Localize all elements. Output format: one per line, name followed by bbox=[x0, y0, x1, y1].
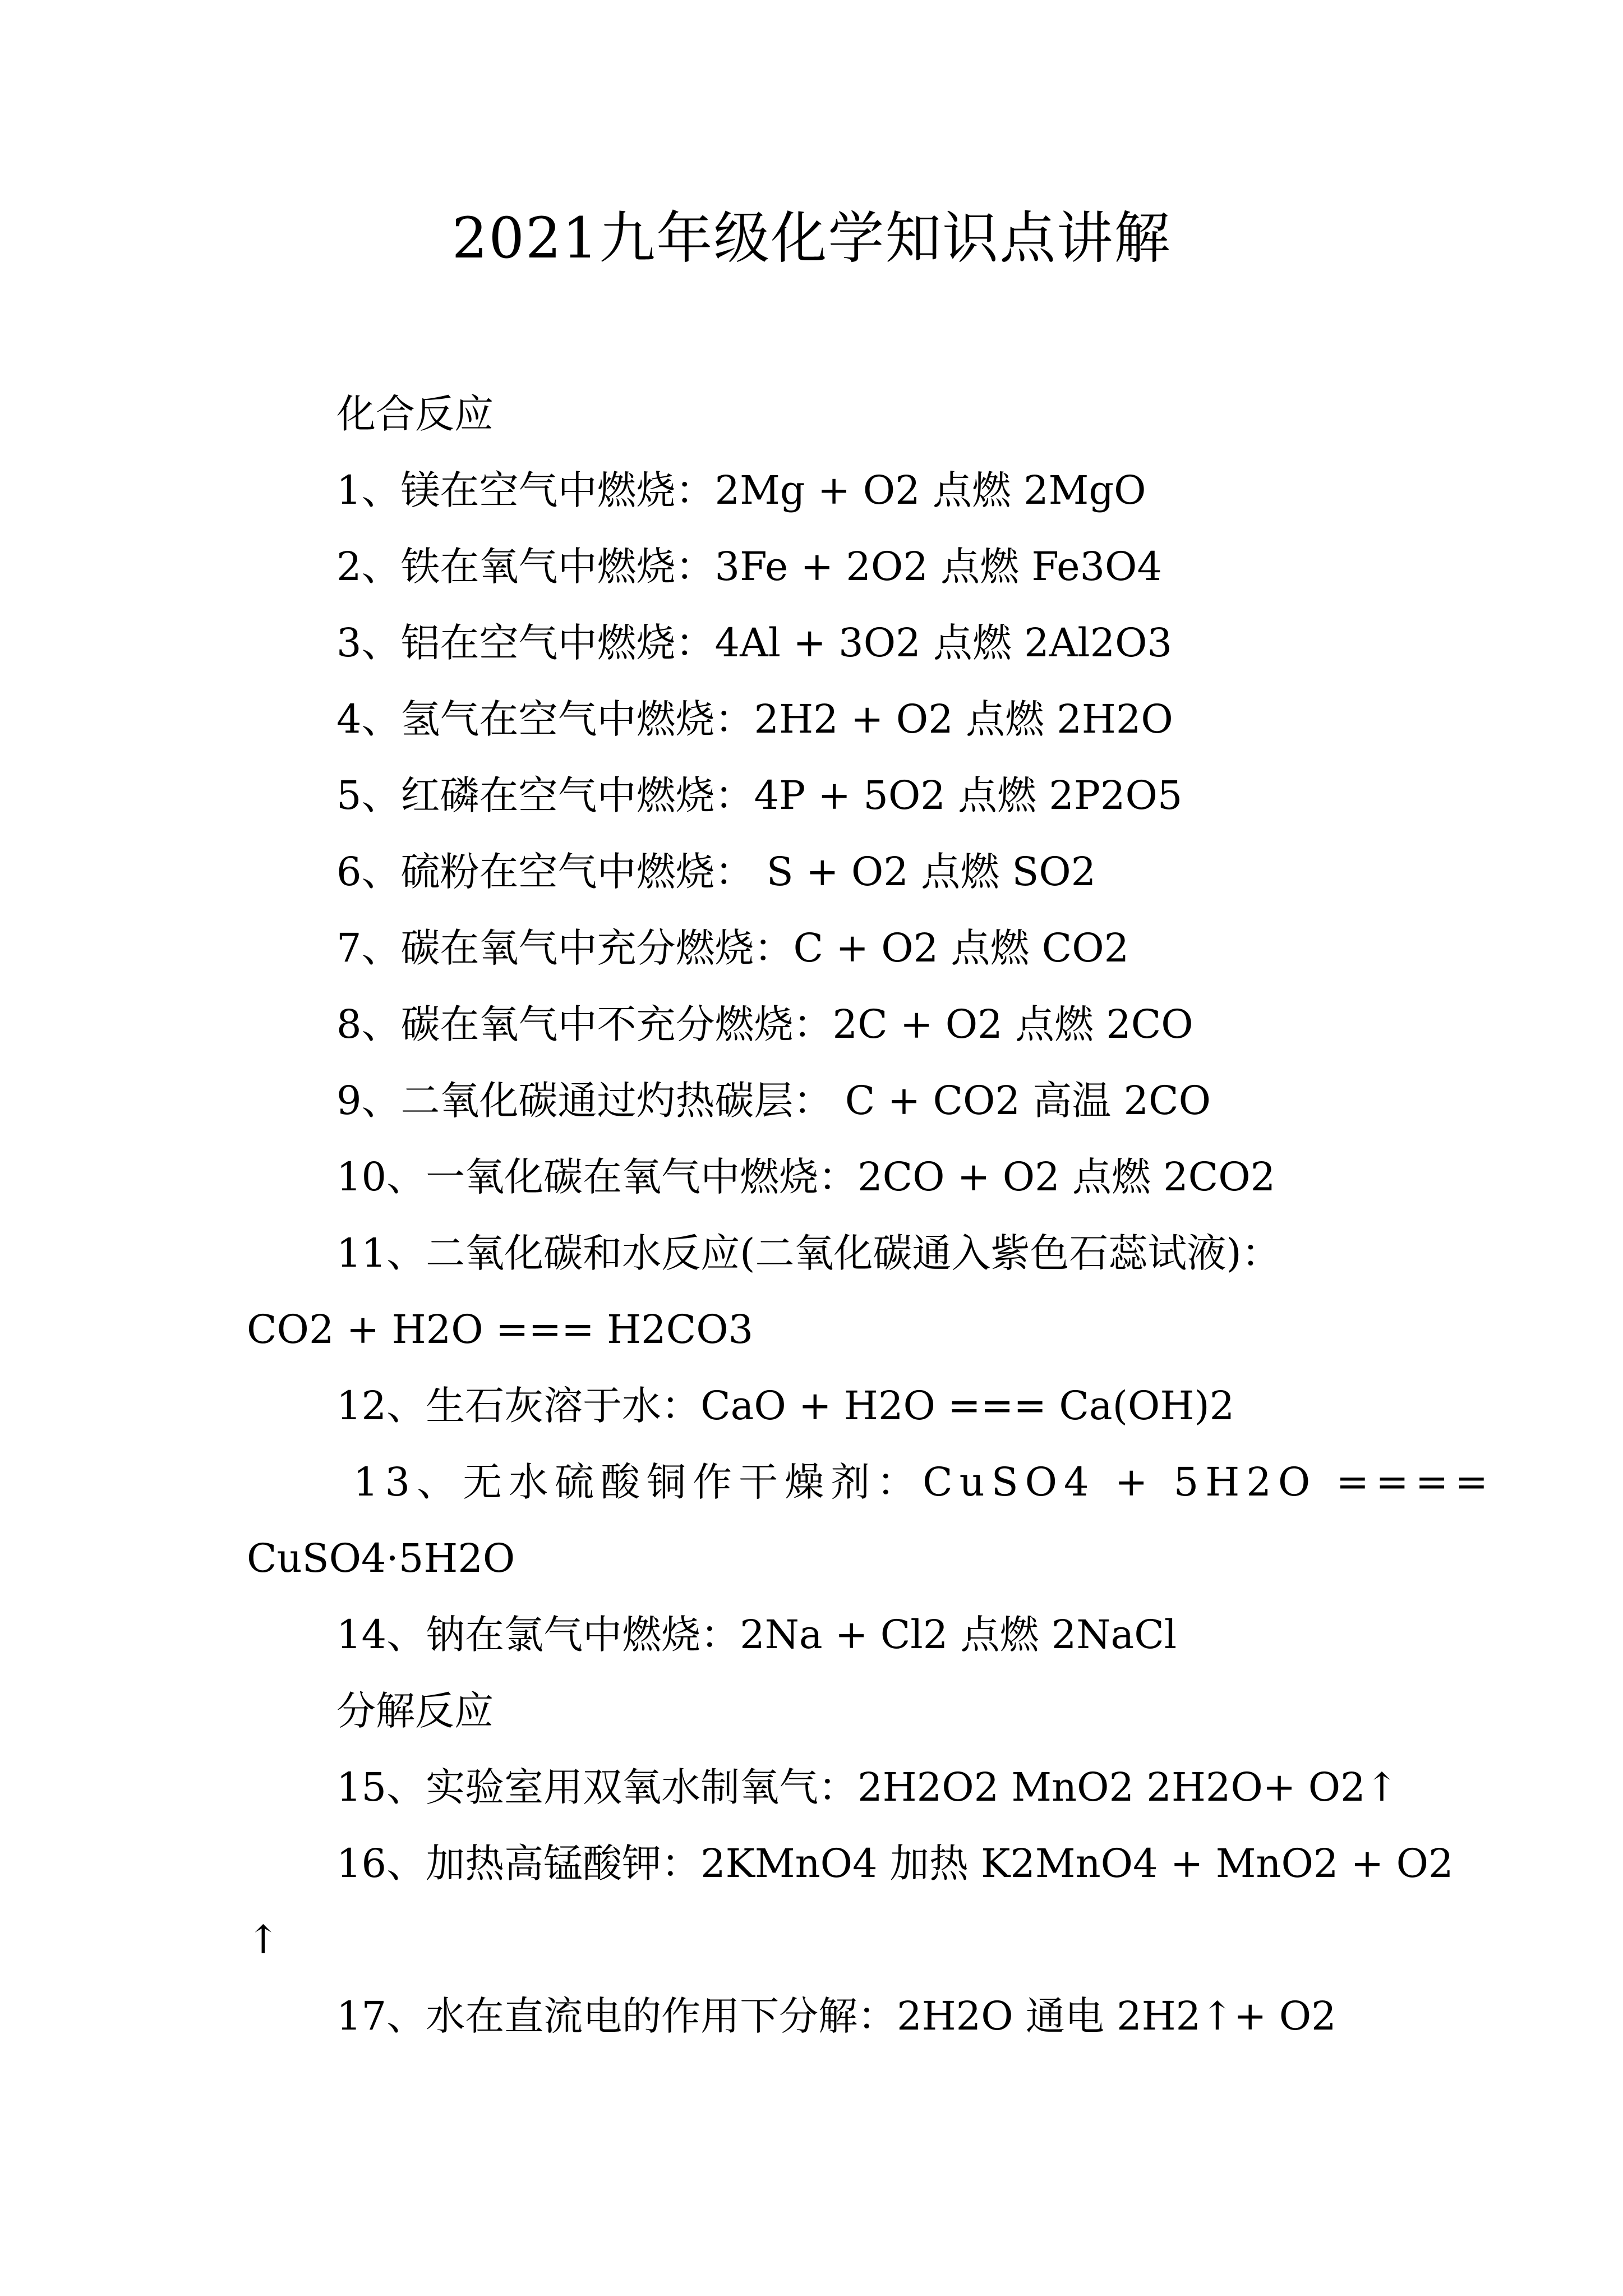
equation-line: 15、实验室用双氧水制氧气：2H2O2 MnO2 2H2O+ O2↑ bbox=[336, 1764, 1399, 1810]
equation-line: 9、二氧化碳通过灼热碳层： C + CO2 高温 2CO bbox=[336, 1078, 1211, 1124]
equation-line: 11、二氧化碳和水反应(二氧化碳通入紫色石蕊试液)： bbox=[336, 1230, 1281, 1276]
equation-line: 2、铁在氧气中燃烧：3Fe + 2O2 点燃 Fe3O4 bbox=[336, 544, 1162, 590]
equation-line: 6、硫粉在空气中燃烧： S + O2 点燃 SO2 bbox=[336, 849, 1096, 895]
equation-line: 3、铝在空气中燃烧：4Al + 3O2 点燃 2Al2O3 bbox=[336, 620, 1173, 666]
equation-line: 1、镁在空气中燃烧：2Mg + O2 点燃 2MgO bbox=[336, 467, 1146, 513]
section-heading-decomposition: 分解反应 bbox=[336, 1688, 494, 1734]
equation-line: 7、碳在氧气中充分燃烧：C + O2 点燃 CO2 bbox=[336, 925, 1129, 971]
equation-line: 13、无水硫酸铜作干燥剂：CuSO4 + 5H2O ==== bbox=[353, 1459, 1495, 1505]
equation-line: 16、加热高锰酸钾：2KMnO4 加热 K2MnO4 + MnO2 + O2 bbox=[336, 1841, 1454, 1887]
equation-line: 10、一氧化碳在氧气中燃烧：2CO + O2 点燃 2CO2 bbox=[336, 1154, 1276, 1200]
equation-line: 17、水在直流电的作用下分解：2H2O 通电 2H2↑+ O2 bbox=[336, 1993, 1336, 2039]
equation-line: 5、红磷在空气中燃烧：4P + 5O2 点燃 2P2O5 bbox=[336, 772, 1183, 818]
equation-line-continued: ↑ bbox=[247, 1917, 280, 1963]
section-heading-combination: 化合反应 bbox=[336, 391, 494, 437]
equation-line: 14、钠在氯气中燃烧：2Na + Cl2 点燃 2NaCl bbox=[336, 1612, 1177, 1658]
equation-line-continued: CuSO4·5H2O bbox=[247, 1535, 515, 1581]
document-body bbox=[247, 376, 1495, 2054]
document-title: 2021九年级化学知识点讲解 bbox=[451, 205, 1172, 271]
equation-line: 4、氢气在空气中燃烧：2H2 + O2 点燃 2H2O bbox=[336, 696, 1173, 742]
equation-line: 12、生石灰溶于水：CaO + H2O === Ca(OH)2 bbox=[336, 1383, 1235, 1429]
equation-line: 8、碳在氧气中不充分燃烧：2C + O2 点燃 2CO bbox=[336, 1001, 1193, 1047]
equation-line-continued: CO2 + H2O === H2CO3 bbox=[247, 1306, 754, 1352]
